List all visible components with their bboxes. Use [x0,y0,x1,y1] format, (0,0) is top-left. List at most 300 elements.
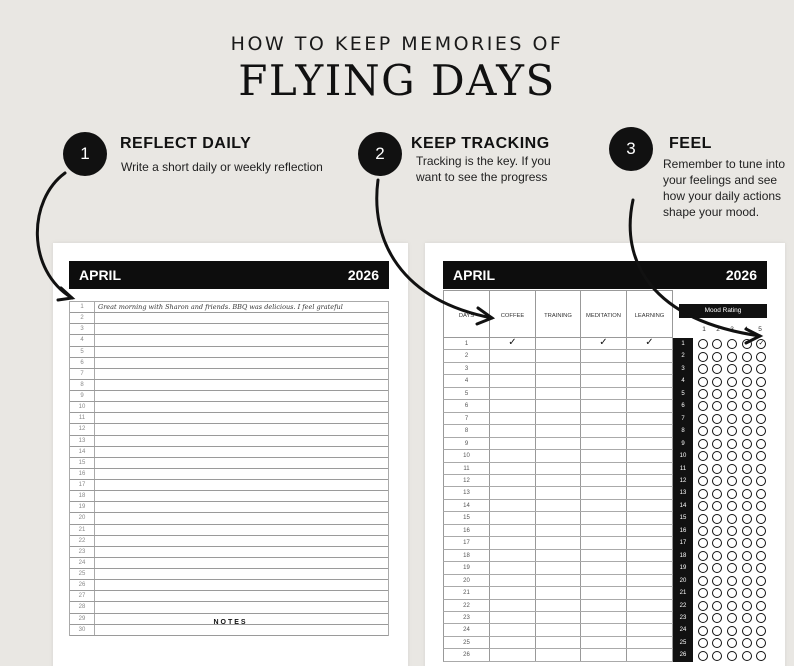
mood-circle-icon [698,626,708,636]
mood-scale-label: 2 [716,326,720,333]
journal-row [70,502,388,513]
journal-row [70,480,388,491]
tracker-cell [490,600,536,611]
journal-day-number: 29 [70,614,95,624]
tracker-row [443,525,673,537]
tracker-cell [627,612,672,623]
mood-circle-icon [756,651,766,661]
mood-row [673,637,767,649]
tracker-day-number: 1 [444,338,490,349]
mood-circle-icon [698,638,708,648]
tracker-row [443,425,673,437]
mood-circle-icon [742,613,752,623]
tracker-cell [581,600,627,611]
tracker-cell [536,487,581,498]
tracker-cell [627,425,672,436]
tracker-column-header: LEARNING [634,313,665,319]
tracker-cell [581,637,627,648]
tracker-cell [490,350,536,361]
mood-circle-icon [756,576,766,586]
mood-row [673,438,767,450]
mood-circle-icon [698,464,708,474]
tracker-cell [627,487,672,498]
mood-day-number: 10 [673,450,693,462]
mood-circle-icon [698,339,708,349]
mood-circle-icon [698,352,708,362]
tracker-cell [536,562,581,573]
mood-circle-icon [698,563,708,573]
mood-circle-icon [712,613,722,623]
tracker-cell [536,525,581,536]
tracker-cell [581,487,627,498]
journal-row [70,347,388,358]
tracker-page [425,243,785,666]
mood-circle-icon [727,414,737,424]
mood-circle-icon [756,364,766,374]
tracker-cell [536,363,581,374]
journal-day-number: 27 [70,591,95,601]
mood-day-number: 4 [673,375,693,387]
mood-circle-icon [698,538,708,548]
tracker-cell [490,562,536,573]
mood-circle-icon [742,501,752,511]
step-2-badge: 2 [358,132,402,176]
mood-circle-icon [756,601,766,611]
mood-circle-icon [756,563,766,573]
tracker-cell [627,624,672,635]
tracker-day-number: 24 [444,624,490,635]
mood-row [673,624,767,636]
journal-header [69,261,389,289]
journal-row [70,525,388,536]
mood-circle-icon [756,551,766,561]
tracker-row [443,450,673,462]
mood-circle-icon [756,414,766,424]
journal-day-number: 30 [70,625,95,635]
journal-row [70,436,388,447]
mood-circle-icon [742,489,752,499]
mood-circle-icon [727,389,737,399]
mood-row [673,600,767,612]
check-icon: ✓ [645,337,654,348]
tracker-cell [581,525,627,536]
tracker-cell [490,575,536,586]
mood-circle-icon [727,588,737,598]
step-2-description: Tracking is the key. If you want to see the progress [416,154,551,184]
tracker-row [443,363,673,375]
tracker-cell [627,350,672,361]
journal-day-number: 2 [70,313,95,323]
mood-scale-label: 3 [730,326,734,333]
tracker-cell [490,450,536,461]
mood-scale-label: 4 [744,326,748,333]
mood-circle-icon [712,514,722,524]
tracker-day-number: 2 [444,350,490,361]
mood-circle-icon [698,476,708,486]
tracker-header [443,261,767,289]
journal-row [70,391,388,402]
tracker-day-number: 22 [444,600,490,611]
journal-day-number: 21 [70,525,95,535]
tracker-day-number: 3 [444,363,490,374]
mood-circle-icon [756,439,766,449]
mood-circle-icon [727,451,737,461]
habit-tracker [443,290,673,662]
tracker-column-header: COFFEE [490,291,536,337]
mood-circle-icon [727,439,737,449]
step-2-heading: KEEP TRACKING [411,135,550,152]
tracker-row [443,413,673,425]
mood-circle-icon [712,638,722,648]
tracker-cell [627,413,672,424]
journal-day-number: 1 [70,302,95,312]
mood-circle-icon [712,538,722,548]
journal-row [70,324,388,335]
mood-circle-icon [727,364,737,374]
tracker-row [443,600,673,612]
mood-row [673,550,767,562]
mood-circle-icon [712,551,722,561]
tracker-cell [490,475,536,486]
tracker-cell [627,438,672,449]
journal-day-number: 10 [70,402,95,412]
mood-circle-icon [698,389,708,399]
tracker-cell [536,338,581,349]
tracker-day-number: 18 [444,550,490,561]
mood-row [673,375,767,387]
mood-row [673,400,767,412]
mood-circle-icon [727,426,737,436]
mood-circle-icon [756,588,766,598]
tracker-cell [627,525,672,536]
mood-circle-icon [742,651,752,661]
tracker-cell [490,649,536,660]
mood-circle-icon [712,439,722,449]
mood-circle-icon [712,576,722,586]
mood-circle-icon [727,339,737,349]
tracker-cell [627,338,672,349]
mood-day-number: 5 [673,388,693,400]
mood-circle-icon [727,526,737,536]
mood-row [673,463,767,475]
mood-circle-icon [742,551,752,561]
tracker-day-number: 19 [444,562,490,573]
mood-circle-icon [712,626,722,636]
mood-circle-icon [698,501,708,511]
mood-circle-icon [742,563,752,573]
mood-row [673,450,767,462]
tracker-cell [536,637,581,648]
journal-row [70,569,388,580]
mood-circle-icon [742,401,752,411]
mood-circle-icon [742,638,752,648]
tracker-row [443,649,673,661]
mood-circle-icon [756,464,766,474]
tracker-cell [581,350,627,361]
mood-row [673,612,767,624]
mood-circle-icon [727,601,737,611]
mood-circle-icon [727,401,737,411]
tracker-cell [536,500,581,511]
mood-circle-icon [712,401,722,411]
mood-row [673,475,767,487]
journal-row [70,558,388,569]
tracker-day-number: 17 [444,537,490,548]
mood-circle-icon [742,514,752,524]
step-1-badge: 1 [63,132,107,176]
tracker-cell [627,587,672,598]
tracker-cell [627,637,672,648]
tracker-cell [581,500,627,511]
mood-day-number: 11 [673,463,693,475]
tracker-cell [627,450,672,461]
tracker-cell [581,512,627,523]
mood-circle-icon [756,538,766,548]
journal-row [70,513,388,524]
mood-day-number: 16 [673,525,693,537]
mood-circle-icon [742,476,752,486]
tracker-row [443,512,673,524]
journal-row [70,547,388,558]
mood-circle-icon [698,576,708,586]
page-title: FLYING DAYS [238,56,556,105]
tracker-cell [490,637,536,648]
mood-row [673,413,767,425]
tracker-cell [627,463,672,474]
tracker-cell [490,463,536,474]
tracker-cell [490,587,536,598]
tracker-row [443,487,673,499]
mood-circle-icon [712,339,722,349]
mood-circle-icon [742,576,752,586]
habit-tracker-header [443,290,673,338]
mood-circle-icon [698,551,708,561]
mood-circle-icon [712,364,722,374]
tracker-cell [536,649,581,660]
tracker-cell [490,500,536,511]
tracker-day-number: 11 [444,463,490,474]
mood-row [673,587,767,599]
journal-day-number: 24 [70,558,95,568]
tracker-cell [581,450,627,461]
mood-circle-icon [756,489,766,499]
tracker-day-number: 8 [444,425,490,436]
mood-day-number: 21 [673,587,693,599]
tracker-cell [581,338,627,349]
tracker-row [443,375,673,387]
mood-day-number: 18 [673,550,693,562]
tracker-cell [581,575,627,586]
tracker-day-number: 25 [444,637,490,648]
tracker-cell [536,400,581,411]
tracker-row [443,438,673,450]
mood-day-number: 20 [673,575,693,587]
tracker-row [443,550,673,562]
tracker-cell [536,600,581,611]
journal-day-number: 25 [70,569,95,579]
tracker-row [443,388,673,400]
tracker-cell [490,537,536,548]
journal-row [70,424,388,435]
journal-row [70,335,388,346]
tracker-cell [536,438,581,449]
mood-circle-icon [742,339,752,349]
mood-circle-icon [727,501,737,511]
mood-circle-icon [727,563,737,573]
mood-scale-label: 1 [702,326,706,333]
mood-circle-icon [698,401,708,411]
mood-circle-icon [712,352,722,362]
mood-circle-icon [698,514,708,524]
mood-circle-icon [756,638,766,648]
journal-day-number: 3 [70,324,95,334]
mood-day-number: 2 [673,350,693,362]
mood-circle-icon [712,464,722,474]
journal-day-number: 11 [70,413,95,423]
tracker-cell [581,624,627,635]
journal-row [70,602,388,613]
mood-day-number: 23 [673,612,693,624]
mood-row [673,575,767,587]
tracker-row [443,500,673,512]
tracker-cell [536,612,581,623]
tracker-cell [536,413,581,424]
mood-day-number: 6 [673,400,693,412]
mood-circle-icon [712,601,722,611]
mood-circle-icon [712,377,722,387]
mood-circle-icon [742,626,752,636]
mood-circle-icon [698,364,708,374]
mood-row [673,388,767,400]
tracker-cell [581,425,627,436]
tracker-day-number: 9 [444,438,490,449]
mood-rows [673,338,767,662]
mood-circle-icon [742,588,752,598]
tracker-day-number: 23 [444,612,490,623]
tracker-cell [581,438,627,449]
tracker-cell [627,400,672,411]
tracker-cell [536,587,581,598]
tracker-day-number: 16 [444,525,490,536]
mood-circle-icon [712,563,722,573]
mood-row [673,512,767,524]
tracker-cell [627,388,672,399]
mood-circle-icon [756,377,766,387]
tracker-cell [581,375,627,386]
mood-scale [697,326,767,333]
mood-circle-icon [712,476,722,486]
mood-day-number: 7 [673,413,693,425]
mood-day-number: 26 [673,649,693,661]
tracker-cell [581,649,627,660]
journal-row [70,580,388,591]
mood-circle-icon [698,601,708,611]
tracker-cell [490,413,536,424]
mood-day-number: 24 [673,624,693,636]
mood-circle-icon [727,626,737,636]
mood-circle-icon [727,377,737,387]
tracker-cell [581,612,627,623]
tracker-day-number: 7 [444,413,490,424]
mood-circle-icon [756,526,766,536]
mood-circle-icon [742,414,752,424]
mood-row [673,487,767,499]
journal-row [70,302,388,313]
tracker-cell [490,388,536,399]
journal-row [70,625,388,636]
mood-circle-icon [698,489,708,499]
tracker-cell [581,463,627,474]
mood-day-number: 15 [673,512,693,524]
mood-circle-icon [742,526,752,536]
tracker-cell [490,624,536,635]
journal-day-number: 16 [70,469,95,479]
tracker-column-header: DAYS [444,291,490,337]
mood-circle-icon [742,538,752,548]
journal-row [70,536,388,547]
tracker-cell [627,475,672,486]
tracker-cell [490,438,536,449]
mood-circle-icon [712,588,722,598]
mood-row [673,649,767,661]
journal-day-number: 23 [70,547,95,557]
mood-circle-icon [712,414,722,424]
mood-circle-icon [756,514,766,524]
mood-circle-icon [727,538,737,548]
tracker-cell [536,425,581,436]
mood-circle-icon [727,551,737,561]
tracker-cell [581,550,627,561]
journal-year: 2026 [347,267,379,283]
tracker-cell [536,537,581,548]
mood-circle-icon [712,389,722,399]
journal-row [70,413,388,424]
journal-row [70,469,388,480]
mood-circle-icon [742,601,752,611]
tracker-cell [581,413,627,424]
tracker-cell [490,363,536,374]
journal-row [70,313,388,324]
tracker-cell [536,475,581,486]
tracker-day-number: 21 [444,587,490,598]
mood-circle-icon [756,501,766,511]
mood-circle-icon [727,638,737,648]
tracker-day-number: 20 [444,575,490,586]
mood-day-number: 17 [673,537,693,549]
tracker-day-number: 4 [444,375,490,386]
mood-day-number: 22 [673,600,693,612]
journal-day-number: 14 [70,447,95,457]
tracker-row [443,537,673,549]
mood-circle-icon [698,526,708,536]
habit-tracker-rows [443,338,673,662]
tracker-cell [536,375,581,386]
mood-rating-title: Mood Rating [679,304,767,318]
mood-day-number: 12 [673,475,693,487]
tracker-row [443,463,673,475]
check-icon: ✓ [599,337,608,348]
tracker-cell [627,512,672,523]
mood-circle-icon [698,613,708,623]
mood-circle-icon [756,389,766,399]
tracker-day-number: 15 [444,512,490,523]
journal-lines [69,301,389,636]
journal-day-number: 12 [70,424,95,434]
mood-circle-icon [727,352,737,362]
tracker-row [443,475,673,487]
tracker-cell [627,375,672,386]
journal-row [70,447,388,458]
